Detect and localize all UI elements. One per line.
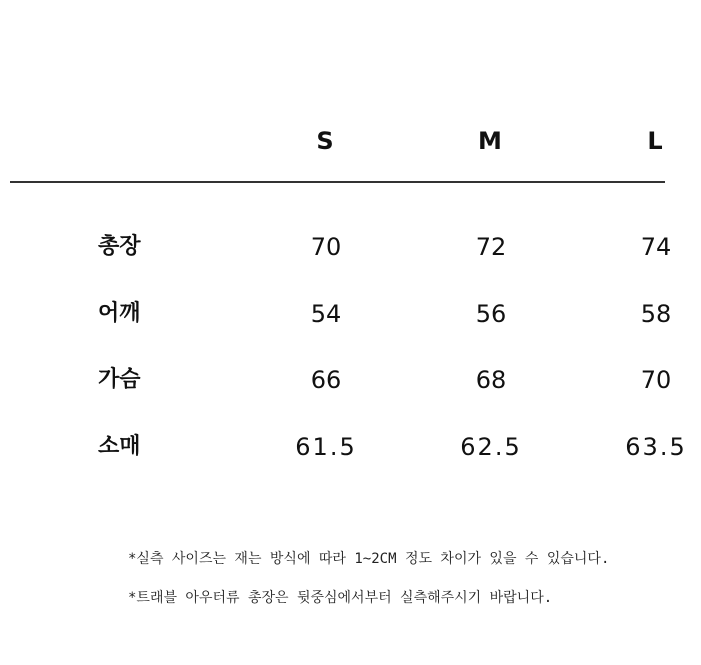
cell-value: 63.5 xyxy=(625,433,687,461)
header-size-m: M xyxy=(478,127,502,155)
row-label-sleeve: 소매 xyxy=(98,434,141,459)
header-divider xyxy=(10,181,665,183)
cell-value: 56 xyxy=(475,300,507,328)
header-size-s: S xyxy=(316,127,334,155)
row-label-length: 총장 xyxy=(98,234,141,259)
cell-value: 58 xyxy=(640,300,672,328)
cell-value: 72 xyxy=(475,233,507,261)
cell-value: 66 xyxy=(310,366,342,394)
cell-value: 62.5 xyxy=(460,433,522,461)
row-label-shoulder: 어깨 xyxy=(98,301,141,326)
table-row xyxy=(0,229,672,265)
cell-value: 61.5 xyxy=(295,433,357,461)
cell-value: 70 xyxy=(640,366,672,394)
row-label-chest: 가슴 xyxy=(98,367,141,392)
table-row xyxy=(0,296,672,332)
table-row xyxy=(0,362,672,398)
length-note: *트래블 아우터류 총장은 뒷중심에서부터 실측해주시기 바랍니다. xyxy=(128,590,553,606)
table-row xyxy=(0,429,687,465)
header-size-l: L xyxy=(647,127,663,155)
cell-value: 74 xyxy=(640,233,672,261)
cell-value: 68 xyxy=(475,366,507,394)
cell-value: 54 xyxy=(310,300,342,328)
cell-value: 70 xyxy=(310,233,342,261)
measurement-note: *실측 사이즈는 재는 방식에 따라 1~2CM 정도 차이가 있을 수 있습니다. xyxy=(128,551,610,567)
